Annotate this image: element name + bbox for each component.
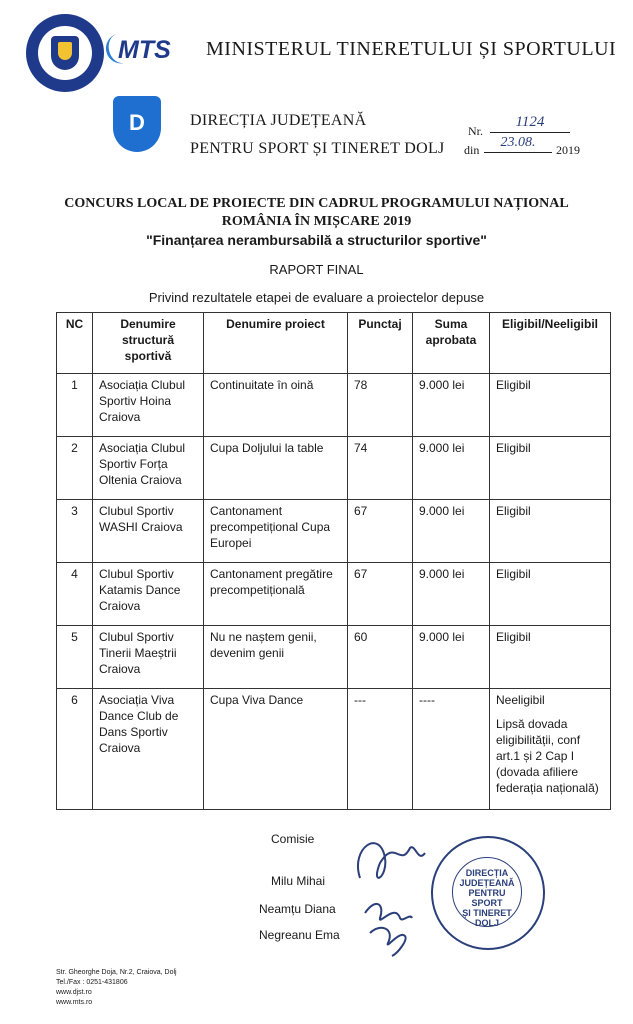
row-eligibility: Eligibil <box>490 437 611 500</box>
row-amount: 9.000 lei <box>413 500 490 563</box>
row-nc: 4 <box>57 563 93 626</box>
direction-name-line2: PENTRU SPORT ȘI TINERET DOLJ <box>190 140 445 157</box>
report-subtitle: Privind rezultatele etapei de evaluare a proiectelor depuse <box>148 290 485 305</box>
header-amount: Suma aprobata <box>413 313 490 374</box>
program-title: ROMÂNIA ÎN MIȘCARE 2019 <box>221 214 412 229</box>
row-eligibility: Eligibil <box>490 563 611 626</box>
row-organization: Asociația Viva Dance Club de Dans Sportiv Craiova <box>93 689 204 810</box>
row-nc: 6 <box>57 689 93 810</box>
commission-member: Milu Mihai <box>271 874 326 888</box>
row-points: 67 <box>348 500 413 563</box>
date-label: din <box>464 143 480 157</box>
row-amount: 9.000 lei <box>413 563 490 626</box>
row-eligibility: Eligibil <box>490 626 611 689</box>
table-row <box>57 437 611 500</box>
table-row <box>57 374 611 437</box>
row-amount: ---- <box>413 689 490 810</box>
header-organization: Denumire structură sportivă <box>93 313 204 374</box>
header-points: Punctaj <box>348 313 413 374</box>
row-project: Continuitate în oină <box>204 374 348 437</box>
registration-year: 2019 <box>556 143 580 157</box>
signatures <box>340 818 440 958</box>
signature-negreanu-ema <box>370 928 406 956</box>
header-project: Denumire proiect <box>204 313 348 374</box>
report-title: RAPORT FINAL <box>269 262 364 277</box>
results-table <box>56 312 611 810</box>
row-nc: 3 <box>57 500 93 563</box>
row-eligibility: Neeligibil <box>496 693 545 707</box>
commission-member: Neamțu Diana <box>259 902 336 916</box>
footer-address: Str. Gheorghe Doja, Nr.2, Craiova, Dolj <box>56 969 177 976</box>
registration-date: 23.08. <box>484 135 552 153</box>
row-organization: Clubul Sportiv Katamis Dance Craiova <box>93 563 204 626</box>
row-eligibility: Eligibil <box>490 374 611 437</box>
commission-member: Negreanu Ema <box>259 928 340 942</box>
row-points: 60 <box>348 626 413 689</box>
row-project: Cantonament precompetițional Cupa Europei <box>204 500 348 563</box>
contest-title: CONCURS LOCAL DE PROIECTE DIN CADRUL PROGRAMULUI NAȚIONAL <box>64 196 569 211</box>
table-header-row <box>57 313 611 374</box>
row-amount: 9.000 lei <box>413 437 490 500</box>
signature-neamtu-diana <box>365 904 412 920</box>
registration-number: 1124 <box>490 114 570 133</box>
row-points: 74 <box>348 437 413 500</box>
row-project: Cupa Doljului la table <box>204 437 348 500</box>
row-project: Cupa Viva Dance <box>204 689 348 810</box>
ministry-name: MINISTERUL TINERETULUI ȘI SPORTULUI <box>206 38 617 60</box>
row-nc: 2 <box>57 437 93 500</box>
mts-logo: MTS <box>118 36 171 64</box>
nr-label: Nr. <box>468 124 483 138</box>
table-row <box>57 500 611 563</box>
row-nc: 5 <box>57 626 93 689</box>
row-organization: Clubul Sportiv Tinerii Maeștrii Craiova <box>93 626 204 689</box>
row-organization: Asociația Clubul Sportiv Hoina Craiova <box>93 374 204 437</box>
row-nc: 1 <box>57 374 93 437</box>
coat-of-arms-icon <box>51 36 79 70</box>
signature-milu-mihai <box>358 843 425 878</box>
commission-title: Comisie <box>271 832 315 846</box>
table-row <box>57 626 611 689</box>
row-points: 67 <box>348 563 413 626</box>
program-subtitle: "Finanțarea nerambursabilă a structurilor sportive" <box>146 232 487 248</box>
row-project: Nu ne naștem genii, devenim genii <box>204 626 348 689</box>
table-row <box>57 689 611 810</box>
row-amount: 9.000 lei <box>413 626 490 689</box>
row-amount: 9.000 lei <box>413 374 490 437</box>
footer-website: www.djst.ro <box>56 989 92 996</box>
footer-website: www.mts.ro <box>56 999 93 1006</box>
footer-phone: Tel./Fax : 0251-431806 <box>56 979 128 986</box>
row-organization: Asociația Clubul Sportiv Forța Oltenia Craiova <box>93 437 204 500</box>
djst-shield-logo: D <box>113 96 161 152</box>
header-eligibility: Eligibil/Neeligibil <box>490 313 611 374</box>
direction-name-line1: DIRECȚIA JUDEȚEANĂ <box>190 112 367 129</box>
row-points: --- <box>348 689 413 810</box>
row-points: 78 <box>348 374 413 437</box>
row-organization: Clubul Sportiv WASHI Craiova <box>93 500 204 563</box>
table-row <box>57 563 611 626</box>
row-eligibility: Eligibil <box>490 500 611 563</box>
row-eligibility-cell <box>490 689 611 810</box>
header-nc: NC <box>57 313 93 374</box>
stamp-center-text: DIRECȚIA JUDEȚEANĂ PENTRU SPORT ȘI TINERET DOLJ <box>459 868 515 928</box>
row-project: Cantonament pregătire precompetițională <box>204 563 348 626</box>
ineligibility-reason: Lipsă dovada eligibilității, conf art.1 și 2 Cap I (dovada afiliere federația națională) <box>496 717 599 795</box>
